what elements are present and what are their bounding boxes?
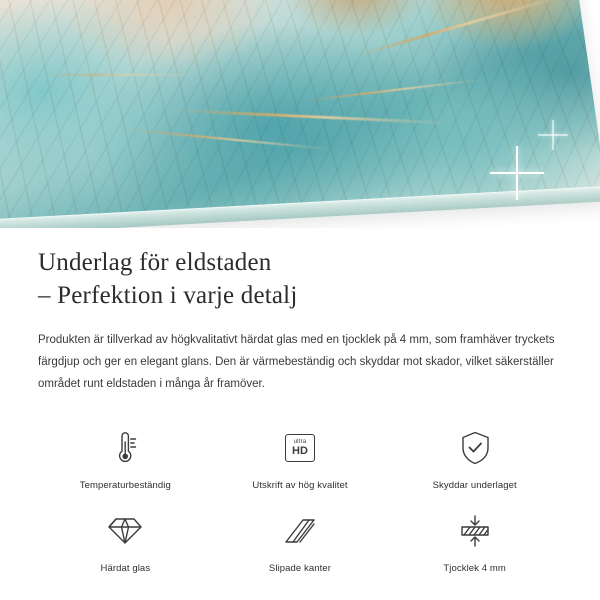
polished-edges-icon xyxy=(274,505,326,557)
thickness-icon xyxy=(449,505,501,557)
feature-item-print-quality xyxy=(213,422,388,491)
feature-grid xyxy=(38,422,562,574)
page-title xyxy=(38,246,562,313)
diamond-icon xyxy=(99,505,151,557)
feature-label: Utskrift av hög kvalitet xyxy=(252,479,348,491)
content-section xyxy=(0,228,600,574)
title-line-1: Underlag för eldstaden xyxy=(38,249,272,276)
feature-item-tempered-glass xyxy=(38,505,213,574)
feature-label: Slipade kanter xyxy=(268,562,332,574)
feature-item-thickness xyxy=(387,505,562,574)
shield-check-icon xyxy=(449,422,501,474)
feature-item-polished-edges xyxy=(213,505,388,574)
title-line-2: – Perfektion i varje detalj xyxy=(38,282,298,310)
hero-product-image xyxy=(0,0,600,228)
ultra-hd-icon xyxy=(274,422,326,474)
gold-vein xyxy=(41,74,196,76)
feature-label: Härdat glas xyxy=(100,562,151,574)
feature-label: Tjocklek 4 mm xyxy=(443,562,506,574)
thermometer-icon xyxy=(99,422,151,474)
feature-label: Temperaturbeständig xyxy=(79,479,171,491)
product-description: Produkten är tillverkad av högkvalitativt härdat glas med en tjocklek på 4 mm, som framhäver tryckets färgdjup och ger en elegant glans. Den är värmebeständig och skyddar mot skador, vilket säkerställer området runt eldstaden i många år framöver. xyxy=(38,333,555,391)
ultra-hd-top-text: ultra xyxy=(293,438,307,445)
feature-item-temperature xyxy=(38,422,213,491)
ultra-hd-bottom-text: HD xyxy=(292,444,308,457)
feature-item-protection xyxy=(387,422,562,491)
glass-panel-graphic xyxy=(0,0,600,228)
feature-label: Skyddar underlaget xyxy=(432,479,517,491)
